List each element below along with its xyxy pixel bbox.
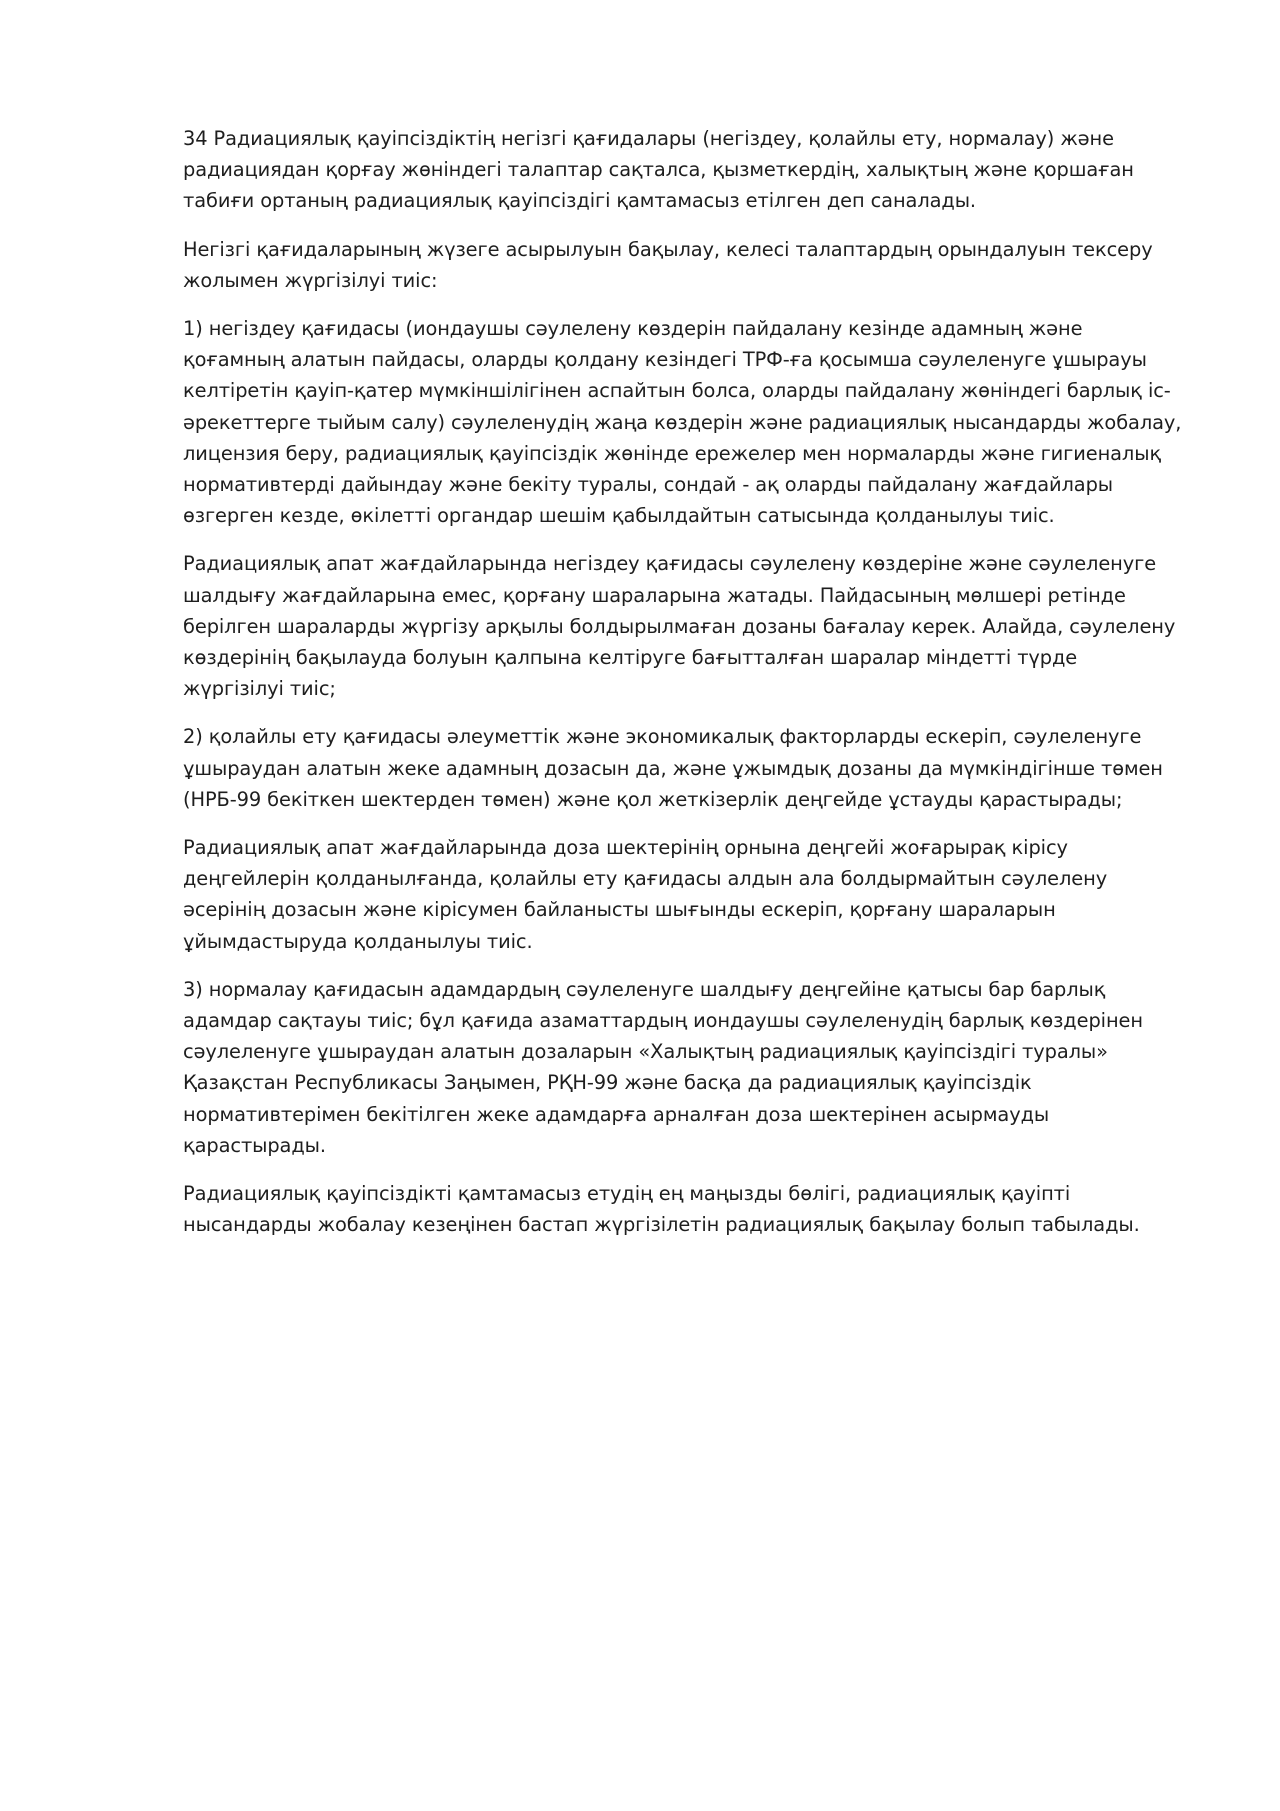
document-body bbox=[183, 123, 1183, 1258]
paragraph-accident-optimization: Радиациялық апат жағдайларында доза шектерінің орнына деңгейі жоғарырақ кірісу деңгейлерін қолданылғанда, қолайлы ету қағидасы алдын ала болдырмайтын сәулелену әсерінің дозасын және кірісумен байланысты шығынды ескеріп, қорғану шараларын ұйымдастыруда қолданылуы тиіс. bbox=[183, 836, 1108, 953]
paragraph-safety-principles: 34 Радиациялық қауіпсіздіктің негізгі қағидалары (негіздеу, қолайлы ету, нормалау) және радиациядан қорғау жөніндегі талаптар сақталса, қызметкердің, халықтың және қоршаған табиғи ортаның радиациялық қауіпсіздігі қамтамасыз етілген деп саналады. bbox=[183, 127, 1134, 213]
paragraph-control-intro: Негізгі қағидаларының жүзеге асырылуын бақылау, келесі талаптардың орындалуын тексеру жолымен жүргізілуі тиіс: bbox=[183, 237, 1153, 292]
paragraph-justification-principle: 1) негіздеу қағидасы (иондаушы сәулелену көздерін пайдалану кезінде адамның және қоғамның алатын пайдасы, оларды қолдану кезіндегі ТРФ-ға қосымша сәулеленуге ұшырауы келтіретін қауіп-қатер мүмкіншілігінен аспайтын болса, оларды пайдалану жөніндегі барлық іс-әрекеттерге тыйым салу) сәулеленудің жаңа көздерін және радиациялық нысандарды жобалау, лицензия беру, радиациялық қауіпсіздік жөнінде ережелер мен нормаларды және гигиеналық нормативтерді дайындау және бекіту туралы, сондай - ақ оларды пайдалану жағдайлары өзгерген кезде, өкілетті органдар шешім қабылдайтын сатысында қолданылуы тиіс. bbox=[183, 317, 1182, 528]
paragraph-normalization-principle: 3) нормалау қағидасын адамдардың сәулеленуге шалдығу деңгейіне қатысы бар барлық адамдар сақтауы тиіс; бұл қағида азаматтардың иондаушы сәулеленудің барлық көздерінен сәулеленуге ұшыраудан алатын дозаларын «Халықтың радиациялық қауіпсіздігі туралы» Қазақстан Республикасы Заңымен, РҚН-99 және басқа да радиациялық қауіпсіздік нормативтерімен бекітілген жеке адамдарға арналған доза шектерінен асырмауды қарастырады. bbox=[183, 977, 1143, 1157]
paragraph-optimization-principle: 2) қолайлы ету қағидасы әлеуметтік және экономикалық факторларды ескеріп, сәулеленуге ұшыраудан алатын жеке адамның дозасын да, және ұжымдық дозаны да мүмкіндігінше төмен (НРБ-99 бекіткен шектерден төмен) және қол жеткізерлік деңгейде ұстауды қарастырады; bbox=[183, 725, 1163, 811]
paragraph-radiation-control: Радиациялық қауіпсіздікті қамтамасыз етудің ең маңызды бөлігі, радиациялық қауіпті нысандарды жобалау кезеңінен бастап жүргізілетін радиациялық бақылау болып табылады. bbox=[183, 1182, 1140, 1237]
paragraph-accident-justification: Радиациялық апат жағдайларында негіздеу қағидасы сәулелену көздеріне және сәулеленуге шалдығу жағдайларына емес, қорғану шараларына жатады. Пайдасының мөлшері ретінде берілген шараларды жүргізу арқылы болдырылмаған дозаны бағалау керек. Алайда, сәулелену көздерінің бақылауда болуын қалпына келтіруге бағытталған шаралар міндетті түрде жүргізілуі тиіс; bbox=[183, 552, 1176, 701]
